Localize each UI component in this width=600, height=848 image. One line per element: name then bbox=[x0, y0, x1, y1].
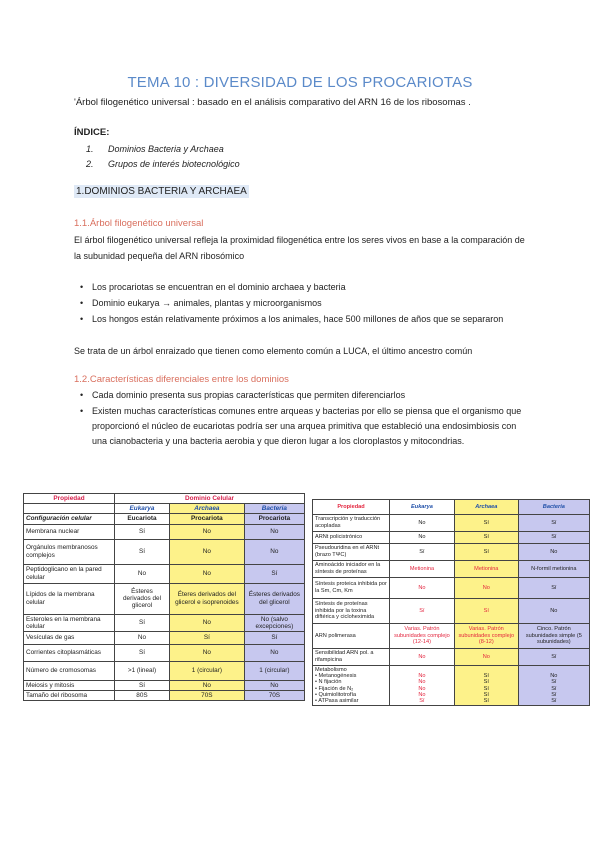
table-row: Síntesis de proteínas inhibida por la toxina diftérica y cicloheximida Sí Sí No bbox=[313, 599, 590, 624]
table-row: Membrana nuclear Sí No No bbox=[24, 524, 305, 539]
table-row: Meiosis y mitosis Sí No No bbox=[24, 681, 305, 691]
header-dominio: Dominio Celular bbox=[115, 494, 305, 504]
table-row: Transcripción y traducción acopladas No Sí Sí bbox=[313, 515, 590, 532]
index-item: 2. Grupos de interés biotecnológico bbox=[86, 159, 240, 169]
table-row: Lípidos de la membrana celular Ésteres derivados del glicerol Éteres derivados del glicerol e isoprenoides Ésteres derivados del glicerol bbox=[24, 583, 305, 614]
list-item: • Dominio eukarya → animales, plantas y microorganismos bbox=[92, 296, 532, 311]
list-item: • Los hongos están relativamente próximos a los animales, hace 500 millones de años que se separaron bbox=[92, 312, 562, 327]
subsection-heading: 1.1.Árbol filogenético universal bbox=[74, 218, 204, 229]
list-item: • Existen muchas características comunes entre arqueas y bacterias por ello se piensa que el organismo que proporcionó el núcleo de eucariotas podría ser una arquea primitiva que estableció una endosimbiosis con una cianobacteria y una bacteria aerobia y que dieron lugar a los cloroplastos y mitocondrias. bbox=[92, 404, 522, 449]
header-propiedad: Propiedad bbox=[24, 494, 115, 504]
table-row: Peptidoglicano en la pared celular No No Sí bbox=[24, 564, 305, 583]
domain-table-left: Propiedad Dominio Celular Eukarya Archaea Bacteria Configuración celular Eucariota Procariota Procariota Membrana nuclear Sí No No Orgánulos membranosos complejos Sí No No Peptidoglicano en la pared celular No No Sí Lípidos de la membrana celular Ésteres derivados del glicerol Éteres derivados del glicerol e isoprenoides Ésteres derivados del glicerol Esteroles en la membrana celular Sí No No (salvo excepciones) Vesículas de gas No Sí Sí Corrientes citoplasmáticas Sí No No Número de cromosomas >1 (lineal) 1 (circular) 1 (circular) Meiosis y mitosis Sí No No Tamaño del ribosoma 80S 70S 70S bbox=[23, 493, 305, 701]
table-row: Orgánulos membranosos complejos Sí No No bbox=[24, 539, 305, 564]
header-archaea: Archaea bbox=[169, 504, 244, 514]
table-row: Pseudouridina en el ARNt (brazo TΨC) Sí Sí No bbox=[313, 544, 590, 561]
table-row: Metabolismo • Metanogénesis • N fijación • Fijación de N₂ • Quimiolitotrofía • ATPasa asimilar No No No No Sí Sí Sí Sí Sí Sí No Sí Sí Sí Sí bbox=[313, 666, 590, 706]
domain-table-right bbox=[312, 499, 590, 706]
table-row: Vesículas de gas No Sí Sí bbox=[24, 632, 305, 645]
table-row: Sensibilidad ARN pol. a rifampicina No No Sí bbox=[313, 649, 590, 666]
header-archaea: Archaea bbox=[454, 500, 518, 515]
table-row: Esteroles en la membrana celular Sí No No (salvo excepciones) bbox=[24, 614, 305, 631]
page-title: TEMA 10 : DIVERSIDAD DE LOS PROCARIOTAS bbox=[127, 74, 473, 91]
subtitle: 'Árbol filogenético universal : basado en el análisis comparativo del ARN 16 de los ribosomas . bbox=[74, 97, 471, 108]
list-item: • Cada dominio presenta sus propias características que permiten diferenciarlos bbox=[92, 388, 532, 403]
list-item: • Los procariotas se encuentran en el dominio archaea y bacteria bbox=[92, 280, 532, 295]
header-eukarya: Eukarya bbox=[390, 500, 455, 515]
table-row: Número de cromosomas >1 (lineal) 1 (circular) 1 (circular) bbox=[24, 662, 305, 681]
section-heading: 1.DOMINIOS BACTERIA Y ARCHAEA bbox=[76, 186, 247, 197]
subsection-heading: 1.2.Características diferenciales entre los dominios bbox=[74, 374, 289, 385]
paragraph: El árbol filogenético universal refleja la proximidad filogenética entre los seres vivos en base a la comparación de la subunidad pequeña del ARN ribosómico bbox=[74, 235, 525, 261]
header-bacteria: Bacteria bbox=[518, 500, 589, 515]
header-eukarya: Eukarya bbox=[115, 504, 170, 514]
index-heading: ÍNDICE: bbox=[74, 127, 110, 138]
table-row: ARN polimerasa Varias. Patrón subunidades complejo (12-14) Varias. Patrón subunidades complejo (8-12) Cinco. Patrón subunidades simple (5 subunidades) bbox=[313, 624, 590, 649]
paragraph: Se trata de un árbol enraizado que tienen como elemento común a LUCA, el último ancestro común bbox=[74, 346, 473, 356]
table-row: Síntesis proteica inhibida por la Sm, Cm, Km No No Sí bbox=[313, 578, 590, 599]
header-propiedad: Propiedad bbox=[313, 500, 390, 515]
header-bacteria: Bacteria bbox=[244, 504, 304, 514]
table-row: Corrientes citoplasmáticas Sí No No bbox=[24, 645, 305, 662]
table-row: ARNt policistrónico No Sí Sí bbox=[313, 532, 590, 544]
table-row: Aminoácido iniciador en la síntesis de proteínas Metionina Metionina N-formil metionina bbox=[313, 561, 590, 578]
table-row: Tamaño del ribosoma 80S 70S 70S bbox=[24, 691, 305, 701]
index-item: 1. Dominios Bacteria y Archaea bbox=[86, 144, 224, 154]
header-config: Configuración celular bbox=[24, 514, 115, 524]
